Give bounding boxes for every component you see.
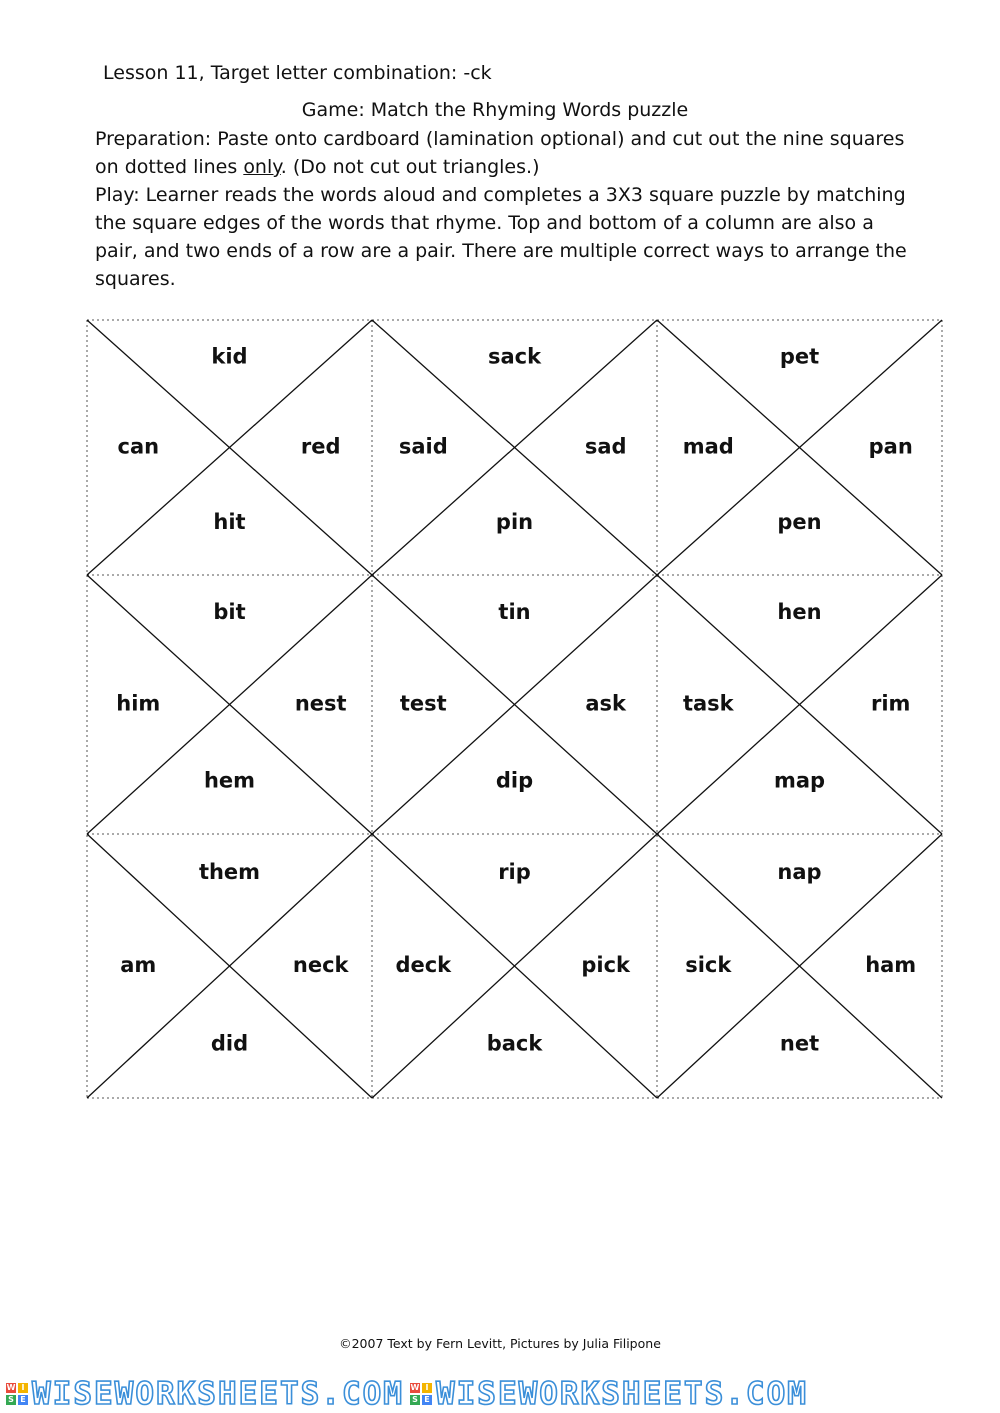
puzzle-word-bottom: pen	[777, 510, 822, 535]
puzzle-word-top: tin	[498, 600, 531, 625]
puzzle-word-left: sick	[685, 953, 732, 977]
preparation-text-end: . (Do not cut out triangles.)	[280, 156, 540, 178]
puzzle-word-top: hen	[777, 600, 822, 625]
watermark-logo	[410, 1383, 432, 1405]
preparation-underlined-word: only	[243, 156, 281, 178]
puzzle-word-left: am	[120, 953, 157, 977]
puzzle-word-left: test	[399, 691, 447, 716]
logo-letter: E	[422, 1395, 432, 1405]
puzzle-word-left: task	[682, 691, 734, 716]
puzzle-word-left: said	[398, 434, 448, 459]
copyright-credit: ©2007 Text by Fern Levitt, Pictures by Julia Filipone	[339, 1336, 661, 1351]
preparation-text: Preparation: Paste onto cardboard (lamination optional) and cut out the nine squares on dotted lines	[95, 128, 905, 178]
puzzle-word-left: mad	[682, 434, 734, 459]
logo-letter: E	[18, 1395, 28, 1405]
logo-letter: I	[422, 1383, 432, 1393]
puzzle-word-bottom: dip	[495, 768, 534, 793]
puzzle-word-bottom: hem	[203, 768, 256, 793]
puzzle-word-top: bit	[213, 600, 246, 625]
watermark-text: WISEWORKSHEETS.COM	[435, 1376, 808, 1412]
puzzle-word-top: rip	[498, 859, 531, 884]
puzzle-word-left: deck	[395, 953, 452, 977]
puzzle-word-bottom: hit	[213, 510, 246, 535]
puzzle-word-bottom: map	[773, 768, 826, 793]
puzzle-word-right: nest	[294, 691, 347, 716]
puzzle-word-bottom: net	[779, 1031, 820, 1056]
puzzle-word-bottom: back	[486, 1031, 543, 1056]
logo-letter: W	[410, 1383, 420, 1392]
puzzle-word-bottom: pin	[495, 510, 534, 535]
puzzle-word-right: rim	[870, 691, 911, 716]
puzzle-word-right: pick	[581, 953, 631, 977]
puzzle-word-right: pan	[868, 434, 913, 459]
watermark-bar	[0, 1375, 1000, 1413]
watermark-text: WISEWORKSHEETS.COM	[32, 1376, 404, 1412]
puzzle-word-right: ask	[585, 691, 627, 716]
lesson-title: Lesson 11, Target letter combination: -ck	[103, 62, 492, 84]
puzzle-word-top: kid	[211, 344, 248, 369]
puzzle-word-left: can	[117, 434, 160, 459]
logo-letter: S	[410, 1395, 420, 1405]
puzzle-word-bottom: did	[210, 1031, 249, 1056]
game-title: Game: Match the Rhyming Words puzzle	[301, 99, 689, 121]
play-paragraph: Play: Learner reads the words aloud and completes a 3X3 square puzzle by matching the square edges of the words that rhyme. Top and bottom of a column are also a pair, and two ends of a row are a pair. There are multiple correct ways to arrange the squares.	[95, 184, 907, 290]
puzzle-word-right: ham	[865, 953, 917, 977]
puzzle-word-left: him	[116, 691, 161, 716]
logo-letter: W	[6, 1383, 16, 1392]
logo-letter: I	[18, 1383, 28, 1393]
logo-letter: S	[6, 1395, 16, 1405]
puzzle-word-top: sack	[487, 344, 542, 369]
puzzle-word-top: pet	[779, 344, 820, 369]
puzzle-word-right: neck	[292, 953, 349, 977]
puzzle-word-top: nap	[777, 859, 822, 884]
watermark-logo	[6, 1383, 28, 1405]
puzzle-word-right: sad	[584, 434, 627, 459]
puzzle-word-top: them	[198, 859, 261, 884]
puzzle-word-right: red	[300, 434, 341, 459]
